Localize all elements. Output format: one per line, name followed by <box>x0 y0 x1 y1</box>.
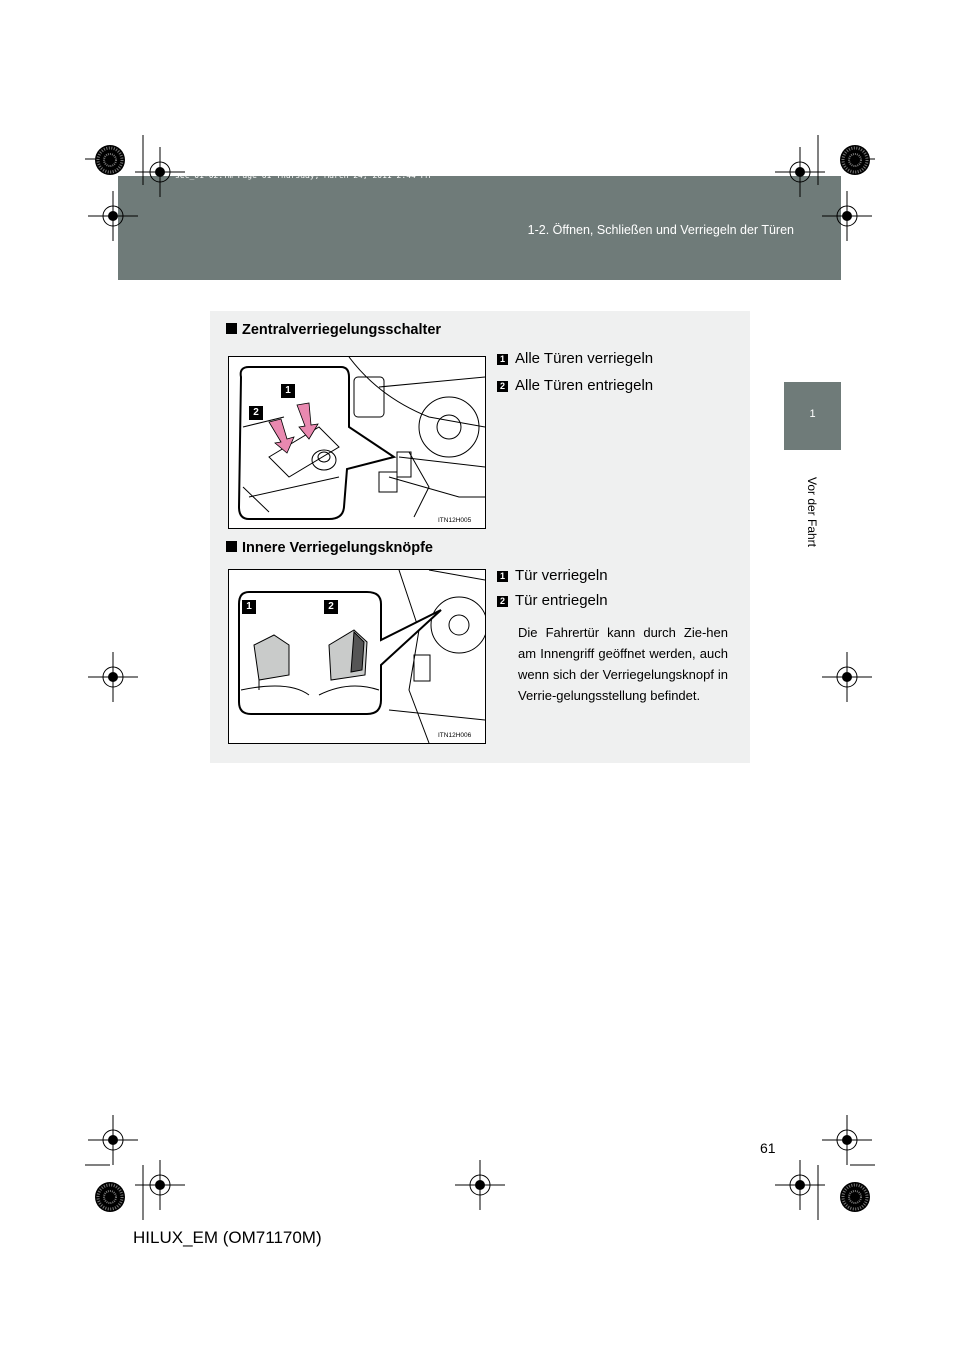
list-item: 2 Alle Türen entriegeln <box>497 377 653 394</box>
footer-model-code: HILUX_EM (OM71170M) <box>133 1228 322 1247</box>
note-text: Die Fahrertür kann durch Zie-hen am Innengriff geöffnet werden, auch wenn sich der Verriegelungsknopf in Verrie-gelungsstellung befindet. <box>518 625 728 703</box>
page-number: 61 <box>760 1140 776 1156</box>
list-item: 1 Tür verriegeln <box>497 567 608 584</box>
section-heading: Innere Verriegelungsknöpfe <box>226 540 433 556</box>
illustration-code: ITN12H005 <box>438 517 472 524</box>
section-heading: Zentralverriegelungsschalter <box>226 322 441 338</box>
callout-2-badge-icon: 2 <box>324 600 338 614</box>
number-badge-icon: 2 <box>497 596 508 607</box>
callout-1-badge-icon: 1 <box>281 384 295 398</box>
list-item: 2 Tür entriegeln <box>497 592 608 609</box>
side-tab-number: 1 <box>809 408 816 420</box>
header-title: 1-2. Öffnen, Schließen und Verriegeln der Türen <box>527 223 794 237</box>
number-badge-icon: 1 <box>497 571 508 582</box>
number-badge-icon: 1 <box>497 354 508 365</box>
callout-1-badge-icon: 1 <box>242 600 256 614</box>
number-badge-icon: 2 <box>497 381 508 392</box>
crop-lines <box>85 135 875 1220</box>
print-slug: sec_01-02.fm Page 61 Thursday, March 24, 2011 2:44 PM <box>175 171 431 180</box>
callout-2-badge-icon: 2 <box>249 406 263 420</box>
list-item: 1 Alle Türen verriegeln <box>497 350 653 367</box>
side-tab-title: Vor der Fahrt <box>805 476 819 548</box>
illustration-code: ITN12H006 <box>438 732 472 739</box>
